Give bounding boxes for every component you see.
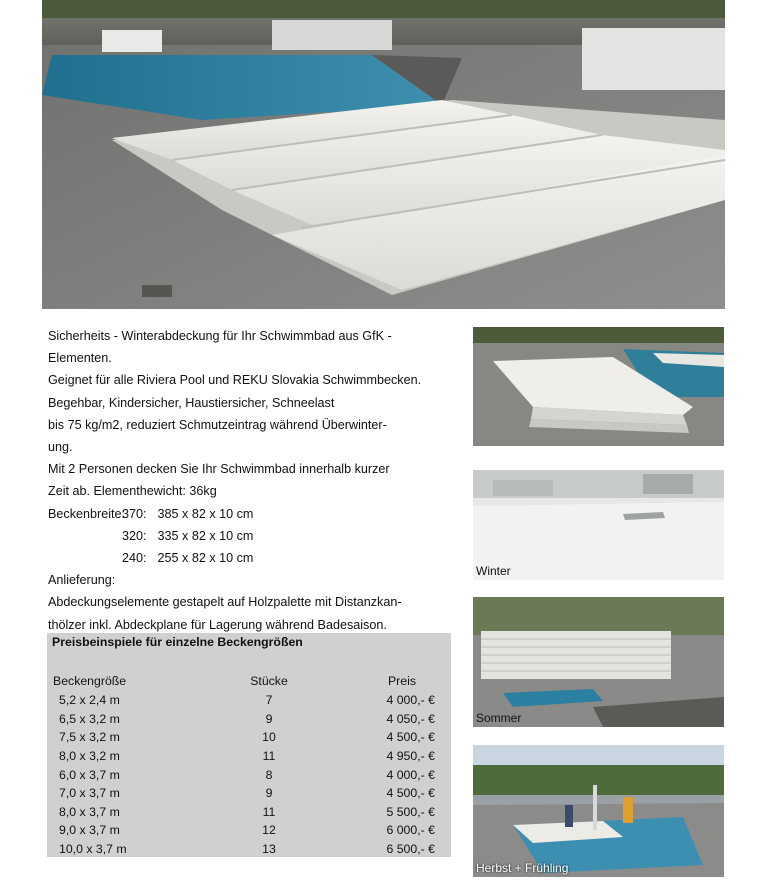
description-line: Zeit ab. Elementhewicht: 36kg bbox=[48, 484, 217, 499]
element-size: 385 x 82 x 10 cm bbox=[157, 506, 254, 521]
pool-size-cell: 8,0 x 3,7 m bbox=[59, 804, 120, 819]
column-header-price: Preis bbox=[387, 674, 417, 688]
product-description bbox=[48, 325, 468, 636]
pool-width: 240: bbox=[122, 551, 147, 566]
stacked-panels-illustration bbox=[473, 327, 724, 446]
delivery-line: Abdeckungselemente gestapelt auf Holzpalette mit Distanzkan- bbox=[48, 595, 402, 610]
photo-autumn-spring bbox=[473, 745, 724, 877]
price-table-row bbox=[47, 840, 451, 859]
pieces-cell: 7 bbox=[265, 693, 273, 708]
price-cell: 4 000,- € bbox=[386, 693, 435, 708]
pool-size-cell: 7,0 x 3,7 m bbox=[59, 786, 120, 801]
pieces-cell: 9 bbox=[265, 786, 273, 801]
pool-size-cell: 8,0 x 3,2 m bbox=[59, 749, 120, 764]
hero-photo-illustration bbox=[42, 0, 725, 309]
summer-illustration bbox=[473, 597, 724, 727]
price-table-row bbox=[47, 691, 451, 710]
price-cell: 6 500,- € bbox=[386, 842, 435, 857]
description-line: bis 75 kg/m2, reduziert Schmutzeintrag während Überwinter- bbox=[48, 417, 387, 432]
price-table-row bbox=[47, 710, 451, 729]
price-table-title: Preisbeinspiele für einzelne Beckengrößen bbox=[52, 635, 303, 649]
price-cell: 4 050,- € bbox=[386, 711, 435, 726]
pool-size-cell: 9,0 x 3,7 m bbox=[59, 823, 120, 838]
autumn-spring-illustration bbox=[473, 745, 724, 877]
column-header-pieces: Stücke bbox=[250, 674, 288, 688]
dimension-row bbox=[48, 503, 468, 525]
pieces-cell: 11 bbox=[262, 804, 276, 819]
price-cell: 5 500,- € bbox=[386, 804, 435, 819]
pieces-cell: 13 bbox=[262, 842, 276, 857]
pool-size-cell: 6,5 x 3,2 m bbox=[59, 711, 120, 726]
pieces-cell: 9 bbox=[265, 711, 273, 726]
price-table bbox=[47, 671, 451, 858]
price-table-row bbox=[47, 821, 451, 840]
description-line: Elementen. bbox=[48, 351, 112, 366]
caption-winter: Winter bbox=[476, 564, 511, 578]
caption-autumn-spring: Herbst + Frühling bbox=[476, 861, 569, 875]
description-line: ung. bbox=[48, 440, 73, 455]
pieces-cell: 12 bbox=[262, 823, 276, 838]
price-table-row bbox=[47, 728, 451, 747]
element-size: 335 x 82 x 10 cm bbox=[157, 528, 254, 543]
pool-width: 320: bbox=[122, 528, 147, 543]
price-cell: 6 000,- € bbox=[386, 823, 435, 838]
element-size: 255 x 82 x 10 cm bbox=[157, 551, 254, 566]
photo-stacked-panels bbox=[473, 327, 724, 446]
description-line: Sicherheits - Winterabdeckung für Ihr Schwimmbad aus GfK - bbox=[48, 329, 392, 343]
pieces-cell: 8 bbox=[265, 767, 273, 782]
price-cell: 4 950,- € bbox=[386, 749, 435, 764]
price-table-header-row bbox=[47, 671, 451, 691]
delivery-heading: Anlieferung: bbox=[48, 573, 116, 588]
pool-width: 370: bbox=[122, 506, 147, 521]
pool-size-cell: 7,5 x 3,2 m bbox=[59, 730, 120, 745]
pool-size-cell: 6,0 x 3,7 m bbox=[59, 767, 120, 782]
description-line: Mit 2 Personen decken Sie Ihr Schwimmbad innerhalb kurzer bbox=[48, 462, 390, 477]
pool-size-cell: 5,2 x 2,4 m bbox=[59, 693, 120, 708]
price-table-row bbox=[47, 803, 451, 822]
caption-summer: Sommer bbox=[476, 711, 522, 725]
price-table-row bbox=[47, 784, 451, 803]
dimension-row bbox=[48, 525, 468, 547]
price-cell: 4 500,- € bbox=[386, 786, 435, 801]
price-table-row bbox=[47, 765, 451, 784]
dimension-row bbox=[48, 547, 468, 569]
pieces-cell: 11 bbox=[262, 749, 276, 764]
price-cell: 4 500,- € bbox=[386, 730, 435, 745]
price-examples-box bbox=[47, 633, 451, 857]
price-cell: 4 000,- € bbox=[386, 767, 435, 782]
delivery-line: thölzer inkl. Abdeckplane für Lagerung während Badesaison. bbox=[48, 617, 387, 632]
photo-summer bbox=[473, 597, 724, 727]
photo-winter bbox=[473, 470, 724, 580]
pool-size-cell: 10,0 x 3,7 m bbox=[59, 842, 127, 857]
column-header-pool-size: Beckengröße bbox=[53, 674, 127, 688]
price-table-row bbox=[47, 747, 451, 766]
hero-photo-pool-cover bbox=[42, 0, 725, 309]
description-line: Begehbar, Kindersicher, Haustiersicher, Schneelast bbox=[48, 395, 335, 410]
dimensions-label: Beckenbreite: bbox=[48, 506, 126, 521]
description-line: Geignet für alle Riviera Pool und REKU Slovakia Schwimmbecken. bbox=[48, 373, 422, 388]
pieces-cell: 10 bbox=[262, 730, 276, 745]
